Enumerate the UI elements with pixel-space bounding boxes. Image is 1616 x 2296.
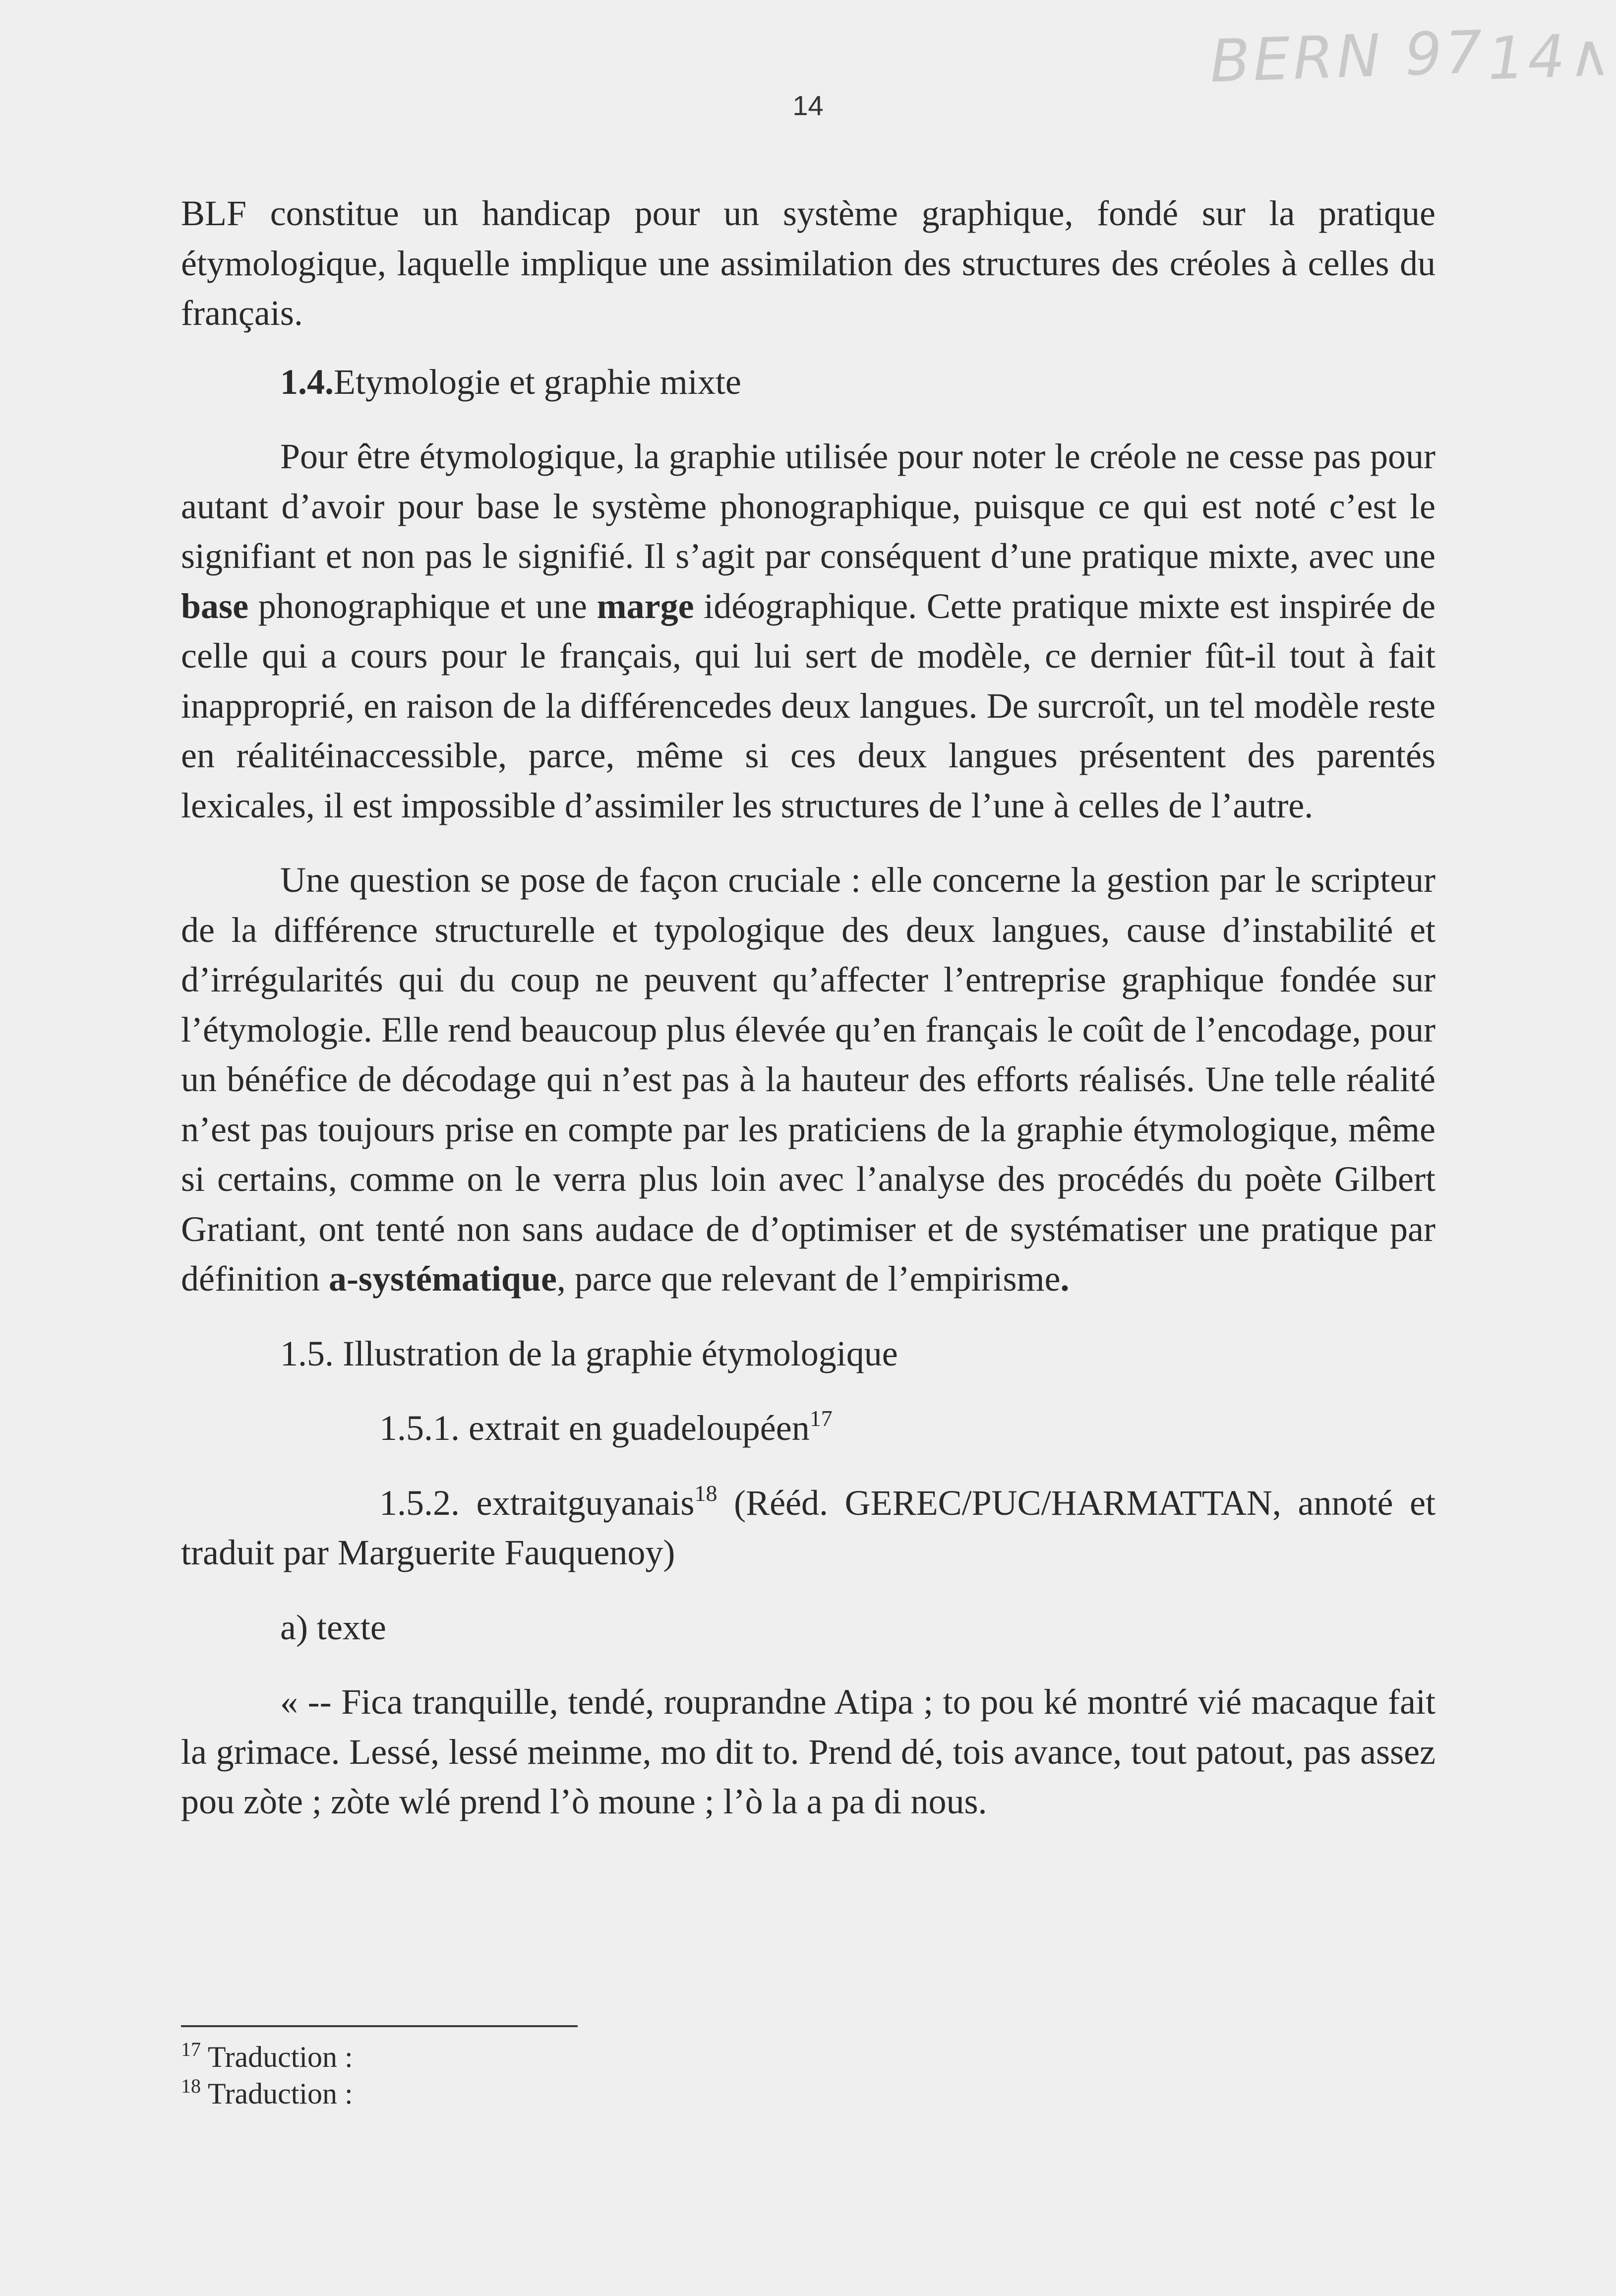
section-heading-1-5-1-text: 1.5.1. extrait en guadeloupéen xyxy=(379,1408,810,1448)
page-number: 14 xyxy=(792,90,824,121)
quoted-excerpt: « -- Fica tranquille, tendé, rouprandne Atipa ; to pou ké montré vié macaque fait la grimace. Lessé, lessé meinme, mo dit to. Prend dé, tois avance, tout patout, pas assez pou zòte ; zòte wlé prend l’ò moune ; l’ò la a pa di nous. xyxy=(181,1682,1436,1821)
handwritten-annotation-right: 14∧ xyxy=(1486,20,1615,93)
footnote-number: 18 xyxy=(181,2075,201,2097)
footnote-17 xyxy=(181,2039,353,2075)
section-heading-number: 1.4. xyxy=(280,362,334,402)
paragraph-3-text-a: Une question se pose de façon cruciale : elle concerne la gestion par le scripteur de la différence structurelle et typologique des deux langues, cause d’instabilité et d’irrégularités qui du coup ne peuvent qu’affecter l’entreprise graphique fondée sur l’étymologie. Elle rend beaucoup plus élevée qu’en français le coût de l’encodage, pour un bénéfice de décodage qui n’est pas à la hauteur des efforts réalisés. Une telle réalité n’est pas toujours prise en compte par les praticiens de la graphie étymologique, même si certains, comme on le verra plus loin avec l’analyse des procédés du poète Gilbert Gratiant, ont tenté non sans audace de d’optimiser et de systématiser une pratique par définition xyxy=(181,860,1436,1299)
paragraph-3 xyxy=(181,855,1436,1304)
paragraph-3-text-b: , parce que relevant de l’empirisme xyxy=(556,1259,1061,1299)
paragraph-2-text-b: phonographique et une xyxy=(248,586,597,626)
footnote-18 xyxy=(181,2075,353,2112)
section-heading-1-5: 1.5. Illustration de la graphie étymologique xyxy=(280,1333,898,1373)
section-heading-1-4 xyxy=(181,357,1436,407)
subheading-a-texte: a) texte xyxy=(280,1607,386,1647)
paragraph-1: BLF constitue un handicap pour un système graphique, fondé sur la pratique étymologique, laquelle implique une assimilation des structures des créoles à celles du français. xyxy=(181,193,1436,333)
paragraph-2 xyxy=(181,432,1436,830)
footnotes xyxy=(181,2039,353,2112)
bold-word-base: base xyxy=(181,586,249,626)
bold-word-a-systematique: a-systématique xyxy=(328,1259,557,1299)
footnote-ref-18: 18 xyxy=(694,1480,718,1506)
section-heading-text: Etymologie et graphie mixte xyxy=(334,362,741,402)
footnote-number: 17 xyxy=(181,2038,201,2060)
bold-word-marge: marge xyxy=(597,586,694,626)
footnote-divider xyxy=(181,2025,578,2027)
section-heading-1-5-2 xyxy=(181,1478,1436,1578)
document-body xyxy=(181,188,1436,1827)
footnote-text: Traduction : xyxy=(207,2077,353,2110)
paragraph-2-text-c: idéographique. Cette pratique mixte est inspirée de celle qui a cours pour le français, qui lui sert de modèle, ce dernier fût-il tout à fait inapproprié, en raison de la différencedes deux langues. De surcroît, un tel modèle reste en réalitéinaccessible, parce, même si ces deux langues présentent des parentés lexicales, il est impossible d’assimiler les structures de l’une à celles de l’autre. xyxy=(181,586,1436,825)
paragraph-3-final-dot: . xyxy=(1060,1259,1070,1299)
footnote-text: Traduction : xyxy=(207,2041,353,2073)
handwritten-annotation-left: BERN 97 xyxy=(1208,17,1487,96)
section-heading-1-5-2-text-b: (Rééd. GEREC/PUC/HARMATTAN, annoté et traduit par Marguerite Fauquenoy) xyxy=(181,1483,1436,1572)
section-heading-1-5-1 xyxy=(181,1403,1436,1453)
footnote-ref-17: 17 xyxy=(809,1406,833,1431)
paragraph-2-text-a: Pour être étymologique, la graphie utilisée pour noter le créole ne cesse pas pour autant d’avoir pour base le système phonographique, puisque ce qui est noté c’est le signifiant et non pas le signifié. Il s’agit par conséquent d’une pratique mixte, avec une xyxy=(181,436,1436,576)
section-heading-1-5-2-text-a: 1.5.2. extraitguyanais xyxy=(379,1483,695,1523)
